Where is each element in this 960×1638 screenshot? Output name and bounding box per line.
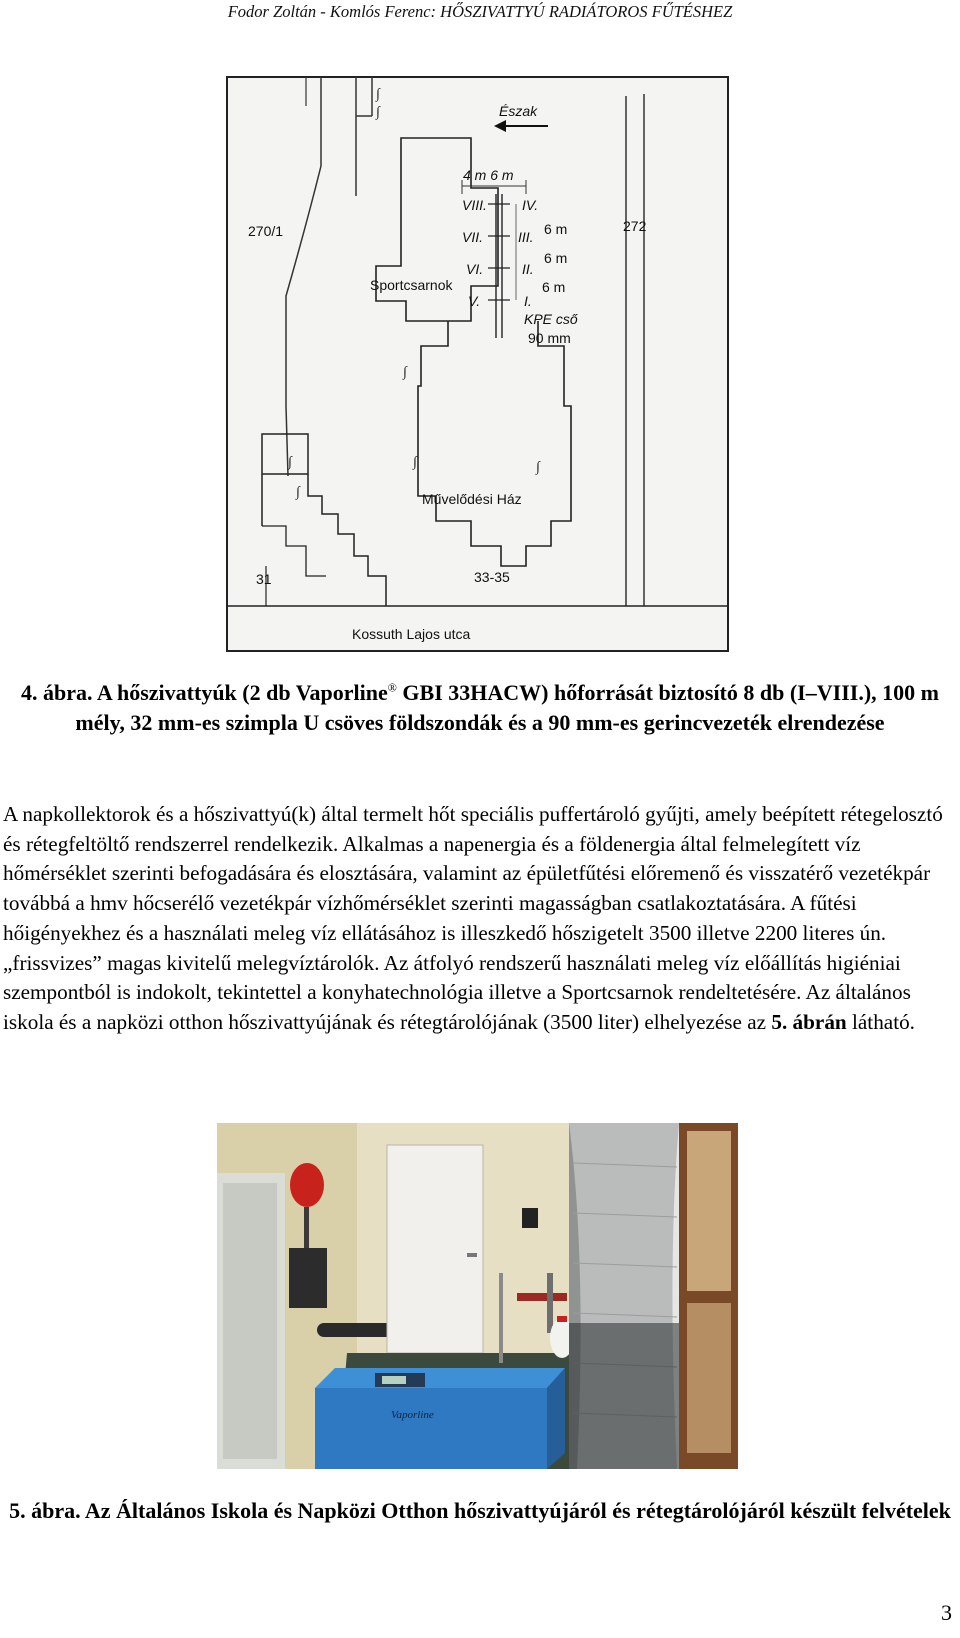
probe-label: VI. — [466, 261, 484, 277]
body-text-main: A napkollektorok és a hőszivattyú(k) által termelt hőt speciális puffertároló gyűjti, amely beépített rétegelosztó és rétegfeltöltő rendszerrel rendelkezik. Alkalmas a napenergia és a földenergia által felmelegített víz hőmérséklet szerinti befogadására és elosztására, valamint az épületfűtési előremenő és visszatérő vezetékpár továbbá a hmv hőcserélő vezetékpár vízhőmérséklet szerinti magasságban csatlakoztatására. A fűtési hőigényekhez és a használati meleg víz ellátásához is illeszkedő hőszigetelt 3500 illetve 2200 literes ún. „frissvizes” magas kivitelű melegvíztárolók. Az átfolyó rendszerű használati meleg víz előállítás higiéniai szempontból is indokolt, tekintettel a konyhatechnológia illetve a Sportcsarnok rendeltetésére. Az általános iskola és a napközi otthon hőszivattyújának és rétegtárolójának (3500 liter) elhelyezése az — [3, 802, 943, 1034]
pipe-size-label: 90 mm — [528, 330, 571, 346]
pipe-label: KPE cső — [524, 311, 578, 327]
device-label: Vaporline — [391, 1409, 434, 1421]
boiler-room-illustration — [217, 1123, 738, 1469]
site-plan-drawing — [226, 76, 729, 652]
svg-text:∫: ∫ — [376, 87, 380, 102]
spacing-label: 6 m — [544, 250, 568, 266]
probe-label: V. — [468, 293, 481, 309]
svg-text:∫: ∫ — [413, 455, 417, 470]
probe-label: II. — [522, 261, 534, 277]
probe-label: VII. — [462, 229, 484, 245]
svg-text:∫: ∫ — [403, 365, 407, 380]
spacing-label: 6 m — [542, 279, 566, 295]
culture-house-label: Művelődési Ház — [422, 491, 522, 507]
plot-label-left: 270/1 — [248, 223, 284, 239]
top-dimensions: 4 m 6 m — [463, 167, 514, 183]
plot-label-right: 272 — [623, 218, 647, 234]
body-paragraph — [3, 800, 957, 1038]
svg-text:∫: ∫ — [296, 485, 300, 500]
probe-label: IV. — [522, 197, 539, 213]
spacing-label: 6 m — [544, 221, 568, 237]
registered-mark: ® — [387, 680, 397, 695]
body-text-end: látható. — [846, 1009, 915, 1034]
probe-label: III. — [518, 229, 534, 245]
probe-label: VIII. — [462, 197, 487, 213]
sports-hall-label: Sportcsarnok — [370, 277, 453, 293]
boiler-room-photo — [217, 1123, 738, 1469]
figure4-caption-part1: 4. ábra. A hőszivattyúk (2 db Vaporline — [21, 680, 388, 705]
street-label: Kossuth Lajos utca — [352, 626, 471, 642]
svg-text:∫: ∫ — [376, 105, 380, 120]
figure4-caption — [0, 678, 960, 738]
svg-text:∫: ∫ — [536, 460, 540, 475]
lot-33-35-label: 33-35 — [474, 569, 510, 585]
page-number: 3 — [941, 1600, 952, 1625]
figure5-reference: 5. ábrán — [771, 1009, 847, 1034]
figure4-caption-part2: GBI 33HACW) hőforrását biztosító 8 db (I–VIII.), 100 m mély, 32 mm-es szimpla U csöves földszondák és a 90 mm-es gerincvezeték elrendezése — [75, 680, 939, 735]
svg-text:∫: ∫ — [288, 455, 292, 470]
north-label: Észak — [499, 103, 538, 119]
lot-31-label: 31 — [256, 571, 272, 587]
figure5-caption: 5. ábra. Az Általános Iskola és Napközi Otthon hőszivattyújáról és rétegtárolójáról készült felvételek — [9, 1498, 951, 1523]
probe-label: I. — [524, 293, 532, 309]
page-header: Fodor Zoltán - Komlós Ferenc: HŐSZIVATTYÚ RADIÁTOROS FŰTÉSHEZ — [227, 2, 733, 21]
site-plan-figure — [226, 76, 729, 652]
